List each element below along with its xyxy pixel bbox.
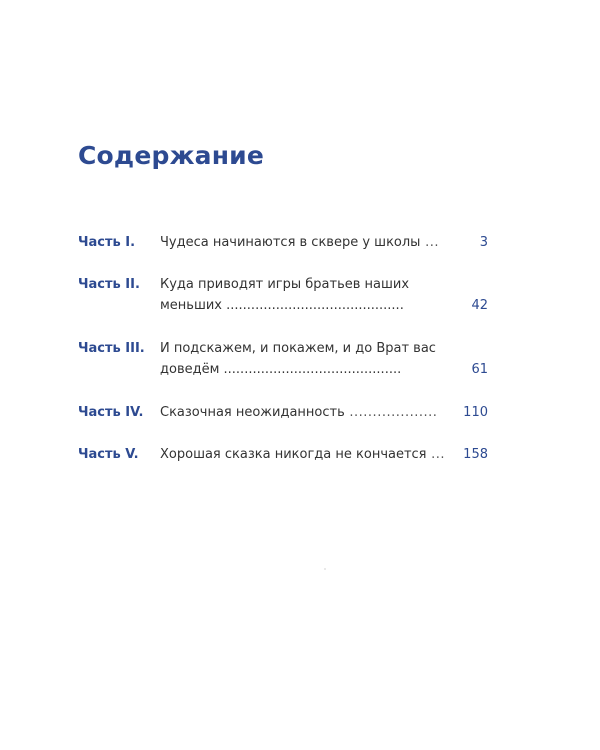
toc-entry-part-2[interactable]	[78, 274, 498, 338]
page-number: 61	[471, 362, 488, 377]
page-number: 158	[463, 447, 488, 462]
part-label: Часть IV.	[78, 405, 144, 420]
part-label: Часть I.	[78, 235, 136, 250]
entry-title	[160, 338, 460, 380]
entry-title	[160, 402, 460, 423]
entry-title-line: Сказочная неожиданность ...................	[160, 405, 438, 420]
toc-entry-part-4[interactable]	[78, 402, 498, 444]
page-number: 3	[479, 235, 488, 250]
toc-entry-part-3[interactable]	[78, 338, 498, 402]
entry-title-line: И подскажем, и покажем, и до Врат вас	[160, 341, 436, 356]
toc-entry-part-1[interactable]	[78, 232, 498, 274]
page-number: 42	[471, 298, 488, 313]
entry-title-line: меньших ...........................................	[160, 298, 404, 313]
toc-entry-part-5[interactable]	[78, 444, 498, 486]
part-label: Часть III.	[78, 341, 145, 356]
entry-title-line: Хорошая сказка никогда не кончается ...	[160, 447, 446, 462]
table-of-contents	[78, 232, 498, 486]
part-label: Часть II.	[78, 277, 140, 292]
entry-title-line: Чудеса начинаются в сквере у школы ...	[160, 235, 439, 250]
entry-title	[160, 274, 460, 316]
entry-title-line: доведём ...........................................	[160, 362, 402, 377]
paper-speck	[324, 568, 326, 570]
entry-title-line: Куда приводят игры братьев наших	[160, 277, 410, 292]
page-title: Содержание	[78, 141, 265, 170]
entry-title	[160, 232, 460, 253]
part-label: Часть V.	[78, 447, 139, 462]
page-number: 110	[463, 405, 488, 420]
entry-title	[160, 444, 460, 465]
